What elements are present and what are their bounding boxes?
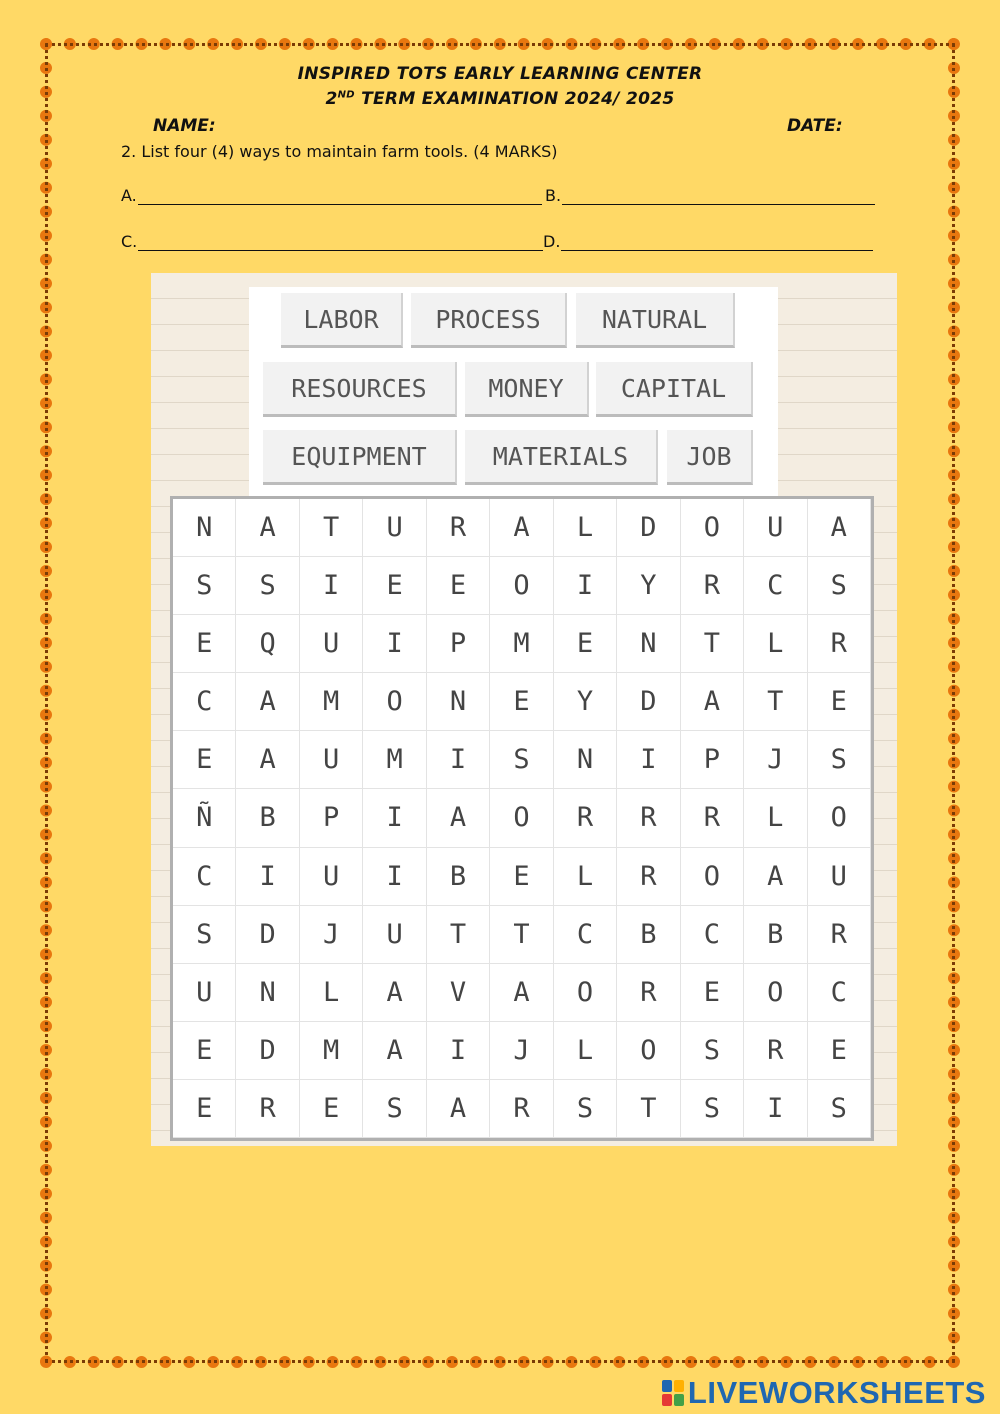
grid-cell[interactable]: E: [554, 615, 617, 673]
grid-cell[interactable]: R: [236, 1080, 299, 1138]
answer-a-label: A.: [121, 186, 137, 205]
grid-cell[interactable]: S: [808, 1080, 871, 1138]
answer-c-line[interactable]: [138, 234, 543, 251]
answer-d-label: D.: [543, 232, 561, 251]
grid-cell[interactable]: A: [681, 673, 744, 731]
grid-cell[interactable]: A: [427, 789, 490, 847]
grid-cell[interactable]: I: [617, 731, 680, 789]
grid-cell[interactable]: A: [236, 499, 299, 557]
question-text: 2. List four (4) ways to maintain farm tools. (4 MARKS): [121, 142, 558, 161]
grid-cell[interactable]: E: [490, 848, 553, 906]
grid-cell[interactable]: R: [744, 1022, 807, 1080]
grid-cell[interactable]: S: [173, 906, 236, 964]
grid-cell[interactable]: I: [363, 615, 426, 673]
grid-cell[interactable]: M: [490, 615, 553, 673]
school-title: INSPIRED TOTS EARLY LEARNING CENTER: [297, 64, 703, 84]
grid-cell[interactable]: U: [808, 848, 871, 906]
answer-a-line[interactable]: [138, 188, 542, 205]
grid-cell[interactable]: D: [236, 906, 299, 964]
grid-cell[interactable]: S: [808, 557, 871, 615]
grid-cell[interactable]: C: [173, 848, 236, 906]
grid-cell[interactable]: O: [617, 1022, 680, 1080]
grid-cell[interactable]: T: [617, 1080, 680, 1138]
grid-cell[interactable]: Ñ: [173, 789, 236, 847]
word-bank-item: MATERIALS: [465, 430, 658, 485]
word-bank-item: MONEY: [465, 362, 589, 417]
grid-cell[interactable]: R: [617, 964, 680, 1022]
grid-cell[interactable]: R: [681, 557, 744, 615]
answer-b[interactable]: [545, 186, 875, 205]
answer-c-label: C.: [121, 232, 138, 251]
grid-cell[interactable]: E: [173, 1080, 236, 1138]
grid-cell[interactable]: D: [236, 1022, 299, 1080]
grid-cell[interactable]: N: [236, 964, 299, 1022]
grid-cell[interactable]: T: [300, 499, 363, 557]
grid-cell[interactable]: S: [173, 557, 236, 615]
grid-cell[interactable]: Y: [554, 673, 617, 731]
grid-cell[interactable]: Q: [236, 615, 299, 673]
grid-cell[interactable]: O: [490, 557, 553, 615]
grid-cell[interactable]: I: [300, 557, 363, 615]
answer-a[interactable]: [121, 186, 542, 205]
grid-cell[interactable]: N: [554, 731, 617, 789]
name-label: NAME:: [153, 116, 216, 136]
word-bank-item: LABOR: [281, 293, 403, 348]
grid-cell[interactable]: S: [554, 1080, 617, 1138]
answer-c[interactable]: [121, 232, 543, 251]
grid-cell[interactable]: L: [554, 848, 617, 906]
grid-cell[interactable]: R: [427, 499, 490, 557]
grid-cell[interactable]: U: [300, 848, 363, 906]
grid-cell[interactable]: O: [808, 789, 871, 847]
grid-cell[interactable]: O: [681, 499, 744, 557]
grid-cell[interactable]: S: [490, 731, 553, 789]
grid-cell[interactable]: E: [173, 615, 236, 673]
grid-cell[interactable]: S: [363, 1080, 426, 1138]
grid-cell[interactable]: E: [681, 964, 744, 1022]
grid-cell[interactable]: I: [236, 848, 299, 906]
grid-cell[interactable]: B: [744, 906, 807, 964]
grid-cell[interactable]: D: [617, 499, 680, 557]
grid-cell[interactable]: R: [808, 615, 871, 673]
grid-cell[interactable]: I: [363, 789, 426, 847]
grid-cell[interactable]: L: [554, 499, 617, 557]
grid-cell[interactable]: I: [554, 557, 617, 615]
logo-icon: [662, 1380, 684, 1406]
grid-cell[interactable]: N: [617, 615, 680, 673]
grid-cell[interactable]: O: [744, 964, 807, 1022]
grid-cell[interactable]: N: [427, 673, 490, 731]
grid-cell[interactable]: S: [681, 1080, 744, 1138]
grid-cell[interactable]: E: [808, 1022, 871, 1080]
grid-cell[interactable]: A: [490, 499, 553, 557]
word-bank-item: PROCESS: [411, 293, 567, 348]
grid-cell[interactable]: S: [236, 557, 299, 615]
grid-cell[interactable]: U: [744, 499, 807, 557]
grid-cell[interactable]: J: [300, 906, 363, 964]
grid-cell[interactable]: E: [808, 673, 871, 731]
grid-cell[interactable]: C: [173, 673, 236, 731]
grid-cell[interactable]: S: [808, 731, 871, 789]
grid-cell[interactable]: A: [490, 964, 553, 1022]
grid-cell[interactable]: T: [681, 615, 744, 673]
grid-cell[interactable]: O: [681, 848, 744, 906]
grid-cell[interactable]: C: [808, 964, 871, 1022]
grid-cell[interactable]: U: [300, 731, 363, 789]
grid-cell[interactable]: R: [490, 1080, 553, 1138]
grid-cell[interactable]: E: [173, 731, 236, 789]
grid-cell[interactable]: B: [236, 789, 299, 847]
grid-cell[interactable]: R: [617, 848, 680, 906]
grid-cell[interactable]: A: [363, 1022, 426, 1080]
grid-cell[interactable]: L: [744, 615, 807, 673]
word-bank-item: NATURAL: [576, 293, 735, 348]
grid-cell[interactable]: E: [363, 557, 426, 615]
date-label: DATE:: [787, 116, 843, 136]
letter-grid: [170, 496, 874, 1141]
grid-cell[interactable]: P: [681, 731, 744, 789]
answer-b-line[interactable]: [562, 188, 875, 205]
grid-cell[interactable]: U: [300, 615, 363, 673]
grid-cell[interactable]: A: [236, 673, 299, 731]
grid-cell[interactable]: P: [300, 789, 363, 847]
grid-cell[interactable]: V: [427, 964, 490, 1022]
answer-d[interactable]: [543, 232, 873, 251]
grid-cell[interactable]: B: [427, 848, 490, 906]
grid-cell[interactable]: O: [363, 673, 426, 731]
grid-cell[interactable]: R: [617, 789, 680, 847]
grid-cell[interactable]: I: [363, 848, 426, 906]
grid-cell[interactable]: M: [300, 1022, 363, 1080]
liveworksheets-logo: [662, 1375, 986, 1411]
grid-cell[interactable]: I: [427, 731, 490, 789]
grid-cell[interactable]: E: [173, 1022, 236, 1080]
grid-cell[interactable]: A: [236, 731, 299, 789]
grid-cell[interactable]: J: [490, 1022, 553, 1080]
grid-cell[interactable]: R: [681, 789, 744, 847]
brand-text: LIVEWORKSHEETS: [687, 1375, 986, 1410]
grid-cell[interactable]: O: [554, 964, 617, 1022]
grid-cell[interactable]: B: [617, 906, 680, 964]
grid-cell[interactable]: U: [173, 964, 236, 1022]
grid-cell[interactable]: E: [490, 673, 553, 731]
grid-cell[interactable]: P: [427, 615, 490, 673]
exam-title: 2ND TERM EXAMINATION 2024/ 2025: [325, 89, 675, 109]
grid-cell[interactable]: A: [427, 1080, 490, 1138]
word-bank-item: RESOURCES: [263, 362, 457, 417]
grid-cell[interactable]: T: [490, 906, 553, 964]
grid-cell[interactable]: A: [808, 499, 871, 557]
grid-cell[interactable]: E: [300, 1080, 363, 1138]
grid-cell[interactable]: L: [744, 789, 807, 847]
grid-cell[interactable]: E: [427, 557, 490, 615]
word-bank-item: EQUIPMENT: [263, 430, 457, 485]
grid-cell[interactable]: L: [300, 964, 363, 1022]
grid-cell[interactable]: T: [744, 673, 807, 731]
answer-d-line[interactable]: [561, 234, 873, 251]
grid-cell[interactable]: O: [490, 789, 553, 847]
grid-cell[interactable]: M: [300, 673, 363, 731]
grid-cell[interactable]: D: [617, 673, 680, 731]
grid-cell[interactable]: U: [363, 499, 426, 557]
grid-cell[interactable]: A: [744, 848, 807, 906]
grid-cell[interactable]: R: [808, 906, 871, 964]
grid-cell[interactable]: S: [681, 1022, 744, 1080]
grid-cell[interactable]: Y: [617, 557, 680, 615]
grid-cell[interactable]: A: [363, 964, 426, 1022]
grid-cell[interactable]: T: [427, 906, 490, 964]
grid-cell[interactable]: C: [744, 557, 807, 615]
grid-cell[interactable]: L: [554, 1022, 617, 1080]
answer-b-label: B.: [545, 186, 562, 205]
word-bank-item: CAPITAL: [596, 362, 753, 417]
grid-cell[interactable]: R: [554, 789, 617, 847]
grid-cell[interactable]: C: [554, 906, 617, 964]
grid-cell[interactable]: M: [363, 731, 426, 789]
grid-cell[interactable]: U: [363, 906, 426, 964]
word-bank-item: JOB: [667, 430, 753, 485]
grid-cell[interactable]: I: [744, 1080, 807, 1138]
grid-cell[interactable]: C: [681, 906, 744, 964]
grid-cell[interactable]: J: [744, 731, 807, 789]
grid-cell[interactable]: N: [173, 499, 236, 557]
grid-cell[interactable]: I: [427, 1022, 490, 1080]
